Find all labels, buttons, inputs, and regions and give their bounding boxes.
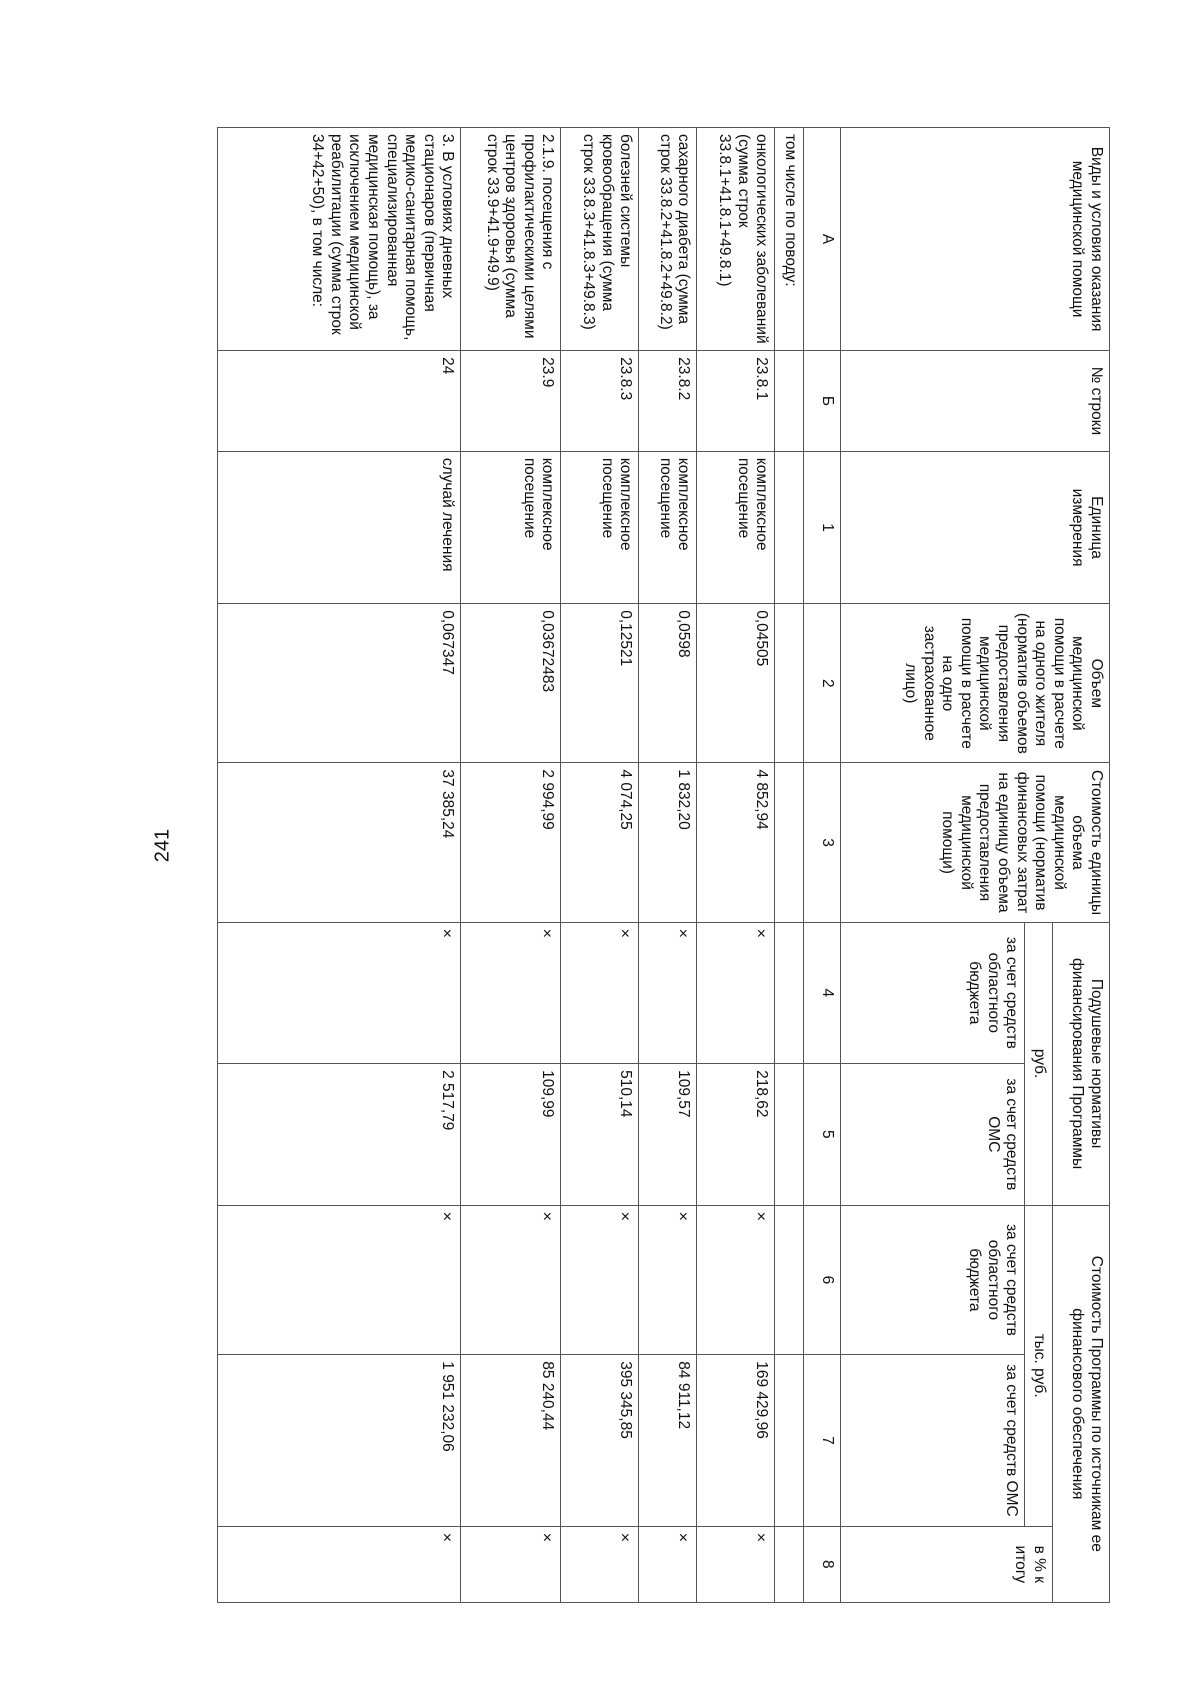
row-volume: 0,12521: [561, 604, 639, 763]
row-number: 24: [218, 351, 461, 452]
row-name: 2.1.9. посещения с профилактическими целями центров здоровья (сумма строк 33.9+41.9+49.9): [461, 128, 561, 351]
row-percent: ×: [639, 1526, 697, 1602]
header-col-3: Стоимость единицы объема медицинской помощи (норматив финансовых затрат на единицу объема предоставления медицинской помощи): [841, 763, 1110, 922]
header-col-a: Виды и условия оказания медицинской помощи: [841, 128, 1110, 351]
row-unit: комплексное посещение: [639, 451, 697, 603]
row-number: 23.8.2: [639, 351, 697, 452]
header-col-5: за счет средств ОМС: [841, 1064, 1025, 1206]
header-group-program-cost: Стоимость Программы по источникам ее финансового обеспечения: [1053, 1205, 1110, 1602]
row-per-capita-oms: 510,14: [561, 1064, 639, 1206]
header-col-4: за счет средств областного бюджета: [841, 922, 1025, 1064]
column-number: Б: [804, 351, 841, 452]
row-cost: 2 994,99: [461, 763, 561, 922]
header-col-b: № строки: [841, 351, 1110, 452]
header-group-per-capita: Подушевые нормативы финансирования Программы: [1053, 922, 1110, 1205]
row-total-oms: 395 345,85: [561, 1355, 639, 1526]
row-cost: 4 852,94: [697, 763, 775, 922]
row-total-budget: ×: [561, 1205, 639, 1355]
row-volume: 0,03672483: [461, 604, 561, 763]
row-total-oms: 84 911,12: [639, 1355, 697, 1526]
column-number: 2: [804, 604, 841, 763]
column-number: 4: [804, 922, 841, 1064]
header-col-1: Единица измерения: [841, 451, 1110, 603]
header-col-8: в % к итогу: [841, 1526, 1053, 1602]
row-name: болезней системы кровообращения (сумма строк 33.8.3+41.8.3+49.8.3): [561, 128, 639, 351]
row-per-capita-oms: 109,99: [461, 1064, 561, 1206]
row-total-budget: ×: [461, 1205, 561, 1355]
row-cost: 4 074,25: [561, 763, 639, 922]
column-number: 5: [804, 1064, 841, 1206]
row-name: сахарного диабета (сумма строк 33.8.2+41.8.2+49.8.2): [639, 128, 697, 351]
row-per-capita-budget: ×: [639, 922, 697, 1064]
row-per-capita-oms: 2 517,79: [218, 1064, 461, 1206]
row-name: 3. В условиях дневных стационаров (первичная медико-санитарная помощь, специализированная медицинская помощь), за исключением медицинской реабилитации (сумма строк 34+42+50), в том числе:: [218, 128, 461, 351]
row-per-capita-oms: 109,57: [639, 1064, 697, 1206]
column-number: 8: [804, 1526, 841, 1602]
row-unit: комплексное посещение: [461, 451, 561, 603]
row-total-oms: 1 951 232,06: [218, 1355, 461, 1526]
column-number: 3: [804, 763, 841, 922]
row-unit: комплексное посещение: [697, 451, 775, 603]
row-percent: ×: [461, 1526, 561, 1602]
header-unit-rub: руб.: [1025, 922, 1053, 1205]
row-number: 23.8.3: [561, 351, 639, 452]
financing-table: [217, 127, 1110, 1603]
row-per-capita-oms: 218,62: [697, 1064, 775, 1206]
row-volume: 0,0598: [639, 604, 697, 763]
header-col-7: за счет средств ОМС: [841, 1355, 1025, 1526]
row-unit: комплексное посещение: [561, 451, 639, 603]
column-number: 6: [804, 1205, 841, 1355]
rotated-table-container: [217, 127, 1110, 1603]
table-row: [697, 128, 775, 1603]
row-percent: ×: [561, 1526, 639, 1602]
column-number: А: [804, 128, 841, 351]
row-total-budget: ×: [218, 1205, 461, 1355]
row-per-capita-budget: ×: [561, 922, 639, 1064]
row-number: 23.9: [461, 351, 561, 452]
row-percent: ×: [218, 1526, 461, 1602]
column-number: 7: [804, 1355, 841, 1526]
table-row: [639, 128, 697, 1603]
row-per-capita-budget: ×: [461, 922, 561, 1064]
row-name: онкологических заболеваний (сумма строк 33.8.1+41.8.1+49.8.1): [697, 128, 775, 351]
row-number: 23.8.1: [697, 351, 775, 452]
header-col-2: Объем медицинской помощи в расчете на одного жителя (норматив объемов предоставления медицинской помощи в расчете на одно застрахованное лицо): [841, 604, 1110, 763]
row-unit: случай лечения: [218, 451, 461, 603]
header-unit-thousand-rub: тыс. руб.: [1025, 1205, 1053, 1526]
row-per-capita-budget: ×: [218, 922, 461, 1064]
page-number: 241: [151, 828, 174, 863]
table-row: [218, 128, 461, 1603]
row-per-capita-budget: ×: [697, 922, 775, 1064]
row-volume: 0,04505: [697, 604, 775, 763]
table-row: [461, 128, 561, 1603]
row-cost: 37 385,24: [218, 763, 461, 922]
row-total-oms: 169 429,96: [697, 1355, 775, 1526]
column-number: 1: [804, 451, 841, 603]
row-percent: ×: [697, 1526, 775, 1602]
section-row: [775, 128, 804, 1603]
row-cost: 1 832,20: [639, 763, 697, 922]
row-total-oms: 85 240,44: [461, 1355, 561, 1526]
column-number-row: [804, 128, 841, 1603]
header-col-6: за счет средств областного бюджета: [841, 1205, 1025, 1355]
table-row: [561, 128, 639, 1603]
row-total-budget: ×: [697, 1205, 775, 1355]
row-volume: 0,067347: [218, 604, 461, 763]
section-label: том числе по поводу:: [775, 128, 804, 351]
header-row-1: [1053, 128, 1110, 1603]
row-total-budget: ×: [639, 1205, 697, 1355]
